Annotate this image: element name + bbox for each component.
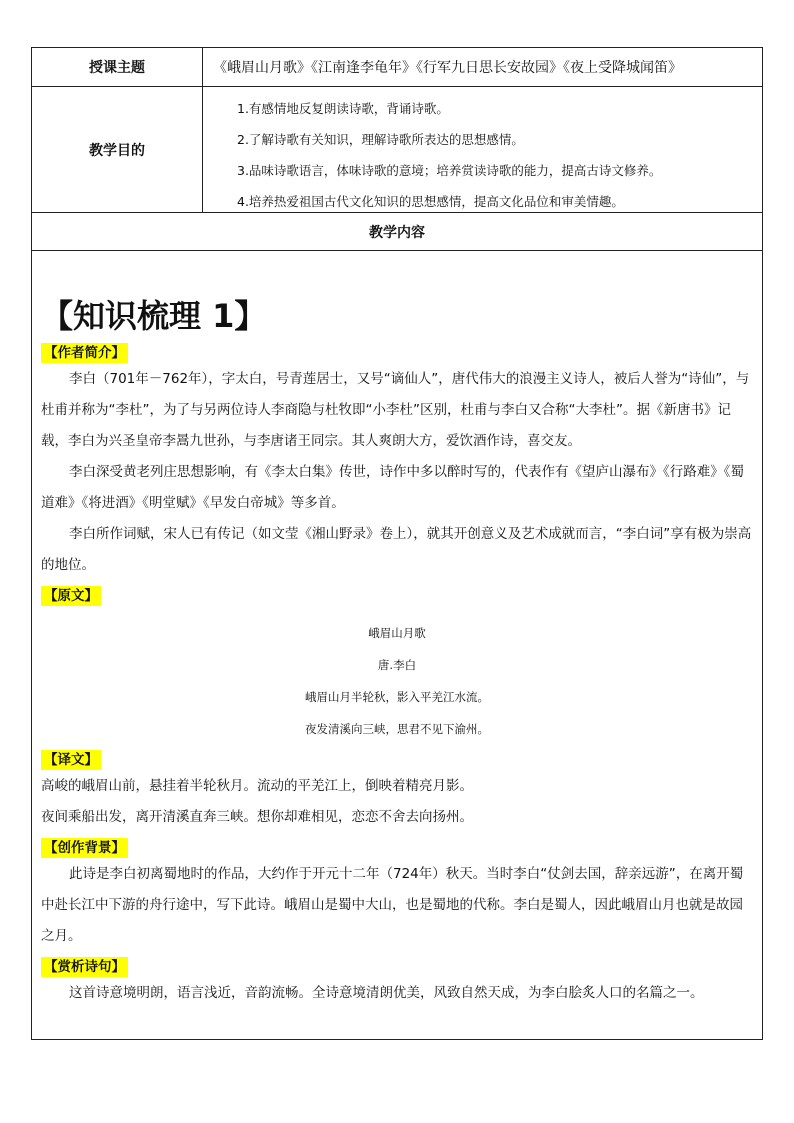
poem-title: 峨眉山月歌 — [368, 626, 426, 640]
appreciation-tag: 【赏析诗句】 — [41, 957, 128, 977]
topic-value: 《峨眉山月歌》《江南逢李龟年》《行军九日思长安故园》《夜上受降城闻笛》 — [213, 60, 682, 76]
goals-row — [32, 87, 762, 213]
content-body — [32, 251, 762, 1009]
poem-author: 唐.李白 — [377, 658, 417, 672]
goals-label: 教学目的 — [32, 87, 203, 212]
author-tag: 【作者简介】 — [41, 343, 128, 363]
translation-tag: 【译文】 — [41, 750, 101, 770]
background-tag: 【创作背景】 — [41, 838, 128, 858]
content-header-row — [32, 213, 762, 251]
poem — [41, 617, 753, 745]
goals-cell — [203, 87, 762, 212]
goal-item: 3.品味诗歌语言，体味诗歌的意境；培养赏读诗歌的能力，提高古诗文修养。 — [237, 163, 662, 178]
topic-row — [32, 48, 762, 87]
translation-line: 夜间乘船出发，离开清溪直奔三峡。想你却难相见，恋恋不舍去向扬州。 — [41, 809, 473, 825]
author-paragraph: 李白（701年－762年），字太白，号青莲居士，又号“谪仙人”，唐代伟大的浪漫主义诗人，被后人誉为“诗仙”，与杜甫并称为“李杜”，为了与另两位诗人李商隐与杜牧即“小李杜”区别，杜甫与李白又合称“大李杜”。据《新唐书》记载，李白为兴圣皇帝李暠九世孙，与李唐诸王同宗。其人爽朗大方，爱饮酒作诗，喜交友。 — [41, 371, 750, 449]
goal-item: 2.了解诗歌有关知识，理解诗歌所表达的思想感情。 — [237, 132, 524, 147]
goal-item: 1.有感情地反复朗读诗歌，背诵诗歌。 — [237, 101, 449, 116]
topic-label: 授课主题 — [32, 48, 203, 86]
original-tag: 【原文】 — [41, 586, 101, 606]
translation-line: 高峻的峨眉山前，悬挂着半轮秋月。流动的平羌江上，倒映着精亮月影。 — [41, 778, 473, 794]
appreciation-text: 这首诗意境明朗，语言浅近，音韵流畅。全诗意境清朗优美，风致自然天成，为李白脍炙人口的名篇之一。 — [69, 985, 704, 1001]
goal-item: 4.培养热爱祖国古代文化知识的思想感情，提高文化品位和审美情趣。 — [237, 194, 624, 209]
goals-list — [203, 87, 762, 217]
background-text: 此诗是李白初离蜀地时的作品，大约作于开元十二年（724年）秋天。当时李白“仗剑去国，辞亲远游”，在离开蜀中赴长江中下游的舟行途中，写下此诗。峨眉山是蜀中大山，也是蜀地的代称。李白是蜀人，因此峨眉山月也就是故园之月。 — [41, 866, 744, 944]
author-paragraph: 李白深受黄老列庄思想影响，有《李太白集》传世，诗作中多以醉时写的，代表作有《望庐山瀑布》《行路难》《蜀道难》《将进酒》《明堂赋》《早发白帝城》等多首。 — [41, 464, 744, 511]
content-label: 教学内容 — [369, 224, 425, 241]
lesson-plan-table — [31, 47, 763, 1040]
section-title: 【知识梳理 1】 — [41, 297, 267, 335]
author-paragraph: 李白所作词赋，宋人已有传记（如文莹《湘山野录》卷上），就其开创意义及艺术成就而言，“李白词”享有极为崇高的地位。 — [41, 526, 752, 573]
poem-line: 峨眉山月半轮秋，影入平羌江水流。 — [305, 690, 489, 704]
poem-line: 夜发清溪向三峡，思君不见下渝州。 — [305, 722, 489, 736]
